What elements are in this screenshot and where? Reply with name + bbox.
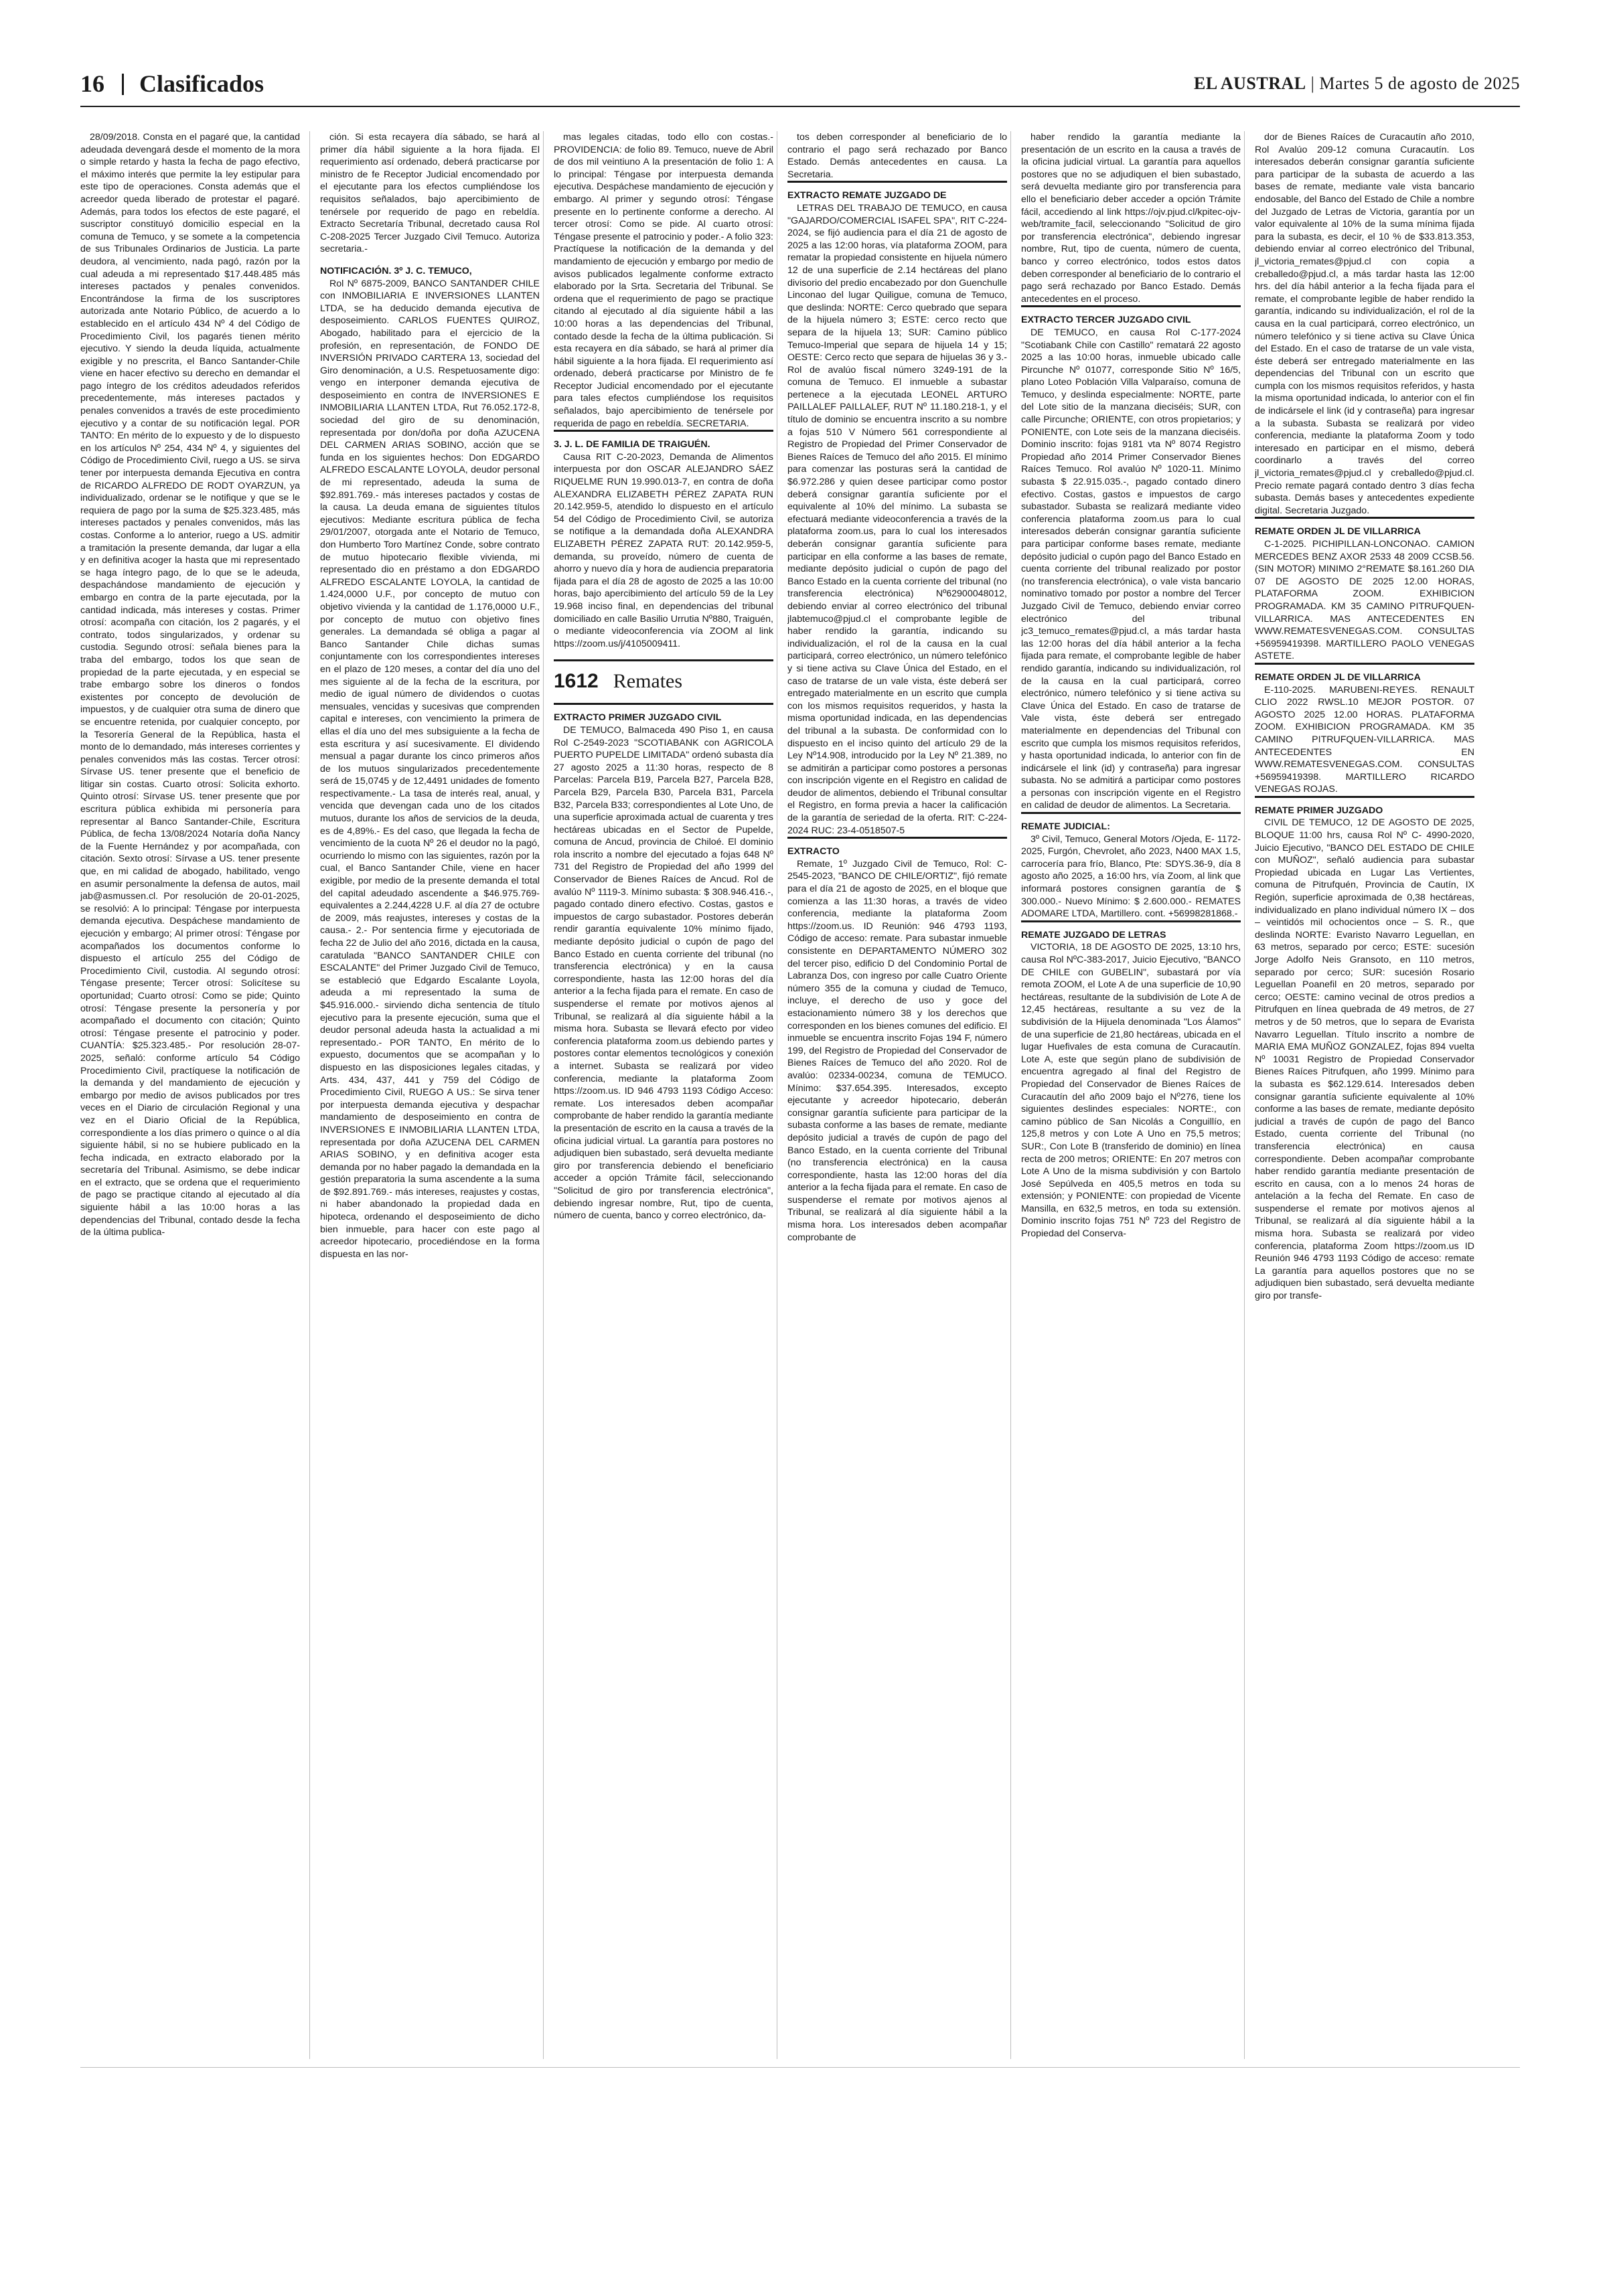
text-column [1255,131,1474,2059]
notice-heading: EXTRACTO REMATE JUZGADO DE [787,181,1007,202]
notice-heading: REMATE ORDEN JL DE VILLARRICA [1255,517,1474,538]
page-number: 16 [80,70,104,97]
notice-text: VICTORIA, 18 DE AGOSTO DE 2025, 13:10 hrs, causa Rol NºC-383-2017, Juicio Ejecutivo, "BANCO DE CHILE con GUBELIN", subastará por vía remota ZOOM, el Lote A de una superficie de 10,90 hectáreas, resultante de la subdivisión de Lote A de 12,45 hectáreas, resultante a su vez de la subdivisión de la Hijuela denominada "Los Álamos" de una superficie de 21,80 hectáreas, ubicada en el lugar Huefivales de esta comuna de Curacautín. Lote A, este que según plano de subdivisión de encuentra agregado al final del Registro de Propiedad del Conservador de Bienes Raíces de Curacautín del año 2009 bajo el Nº276, tiene los siguientes deslindes especiales: NORTE:, con camino público de San Nicolás a Conguillío, en 125,8 metros y con Lote A Uno en 75,5 metros; SUR:, Con Lote B (transferido de dominio) en línea recta de 200 metros; ORIENTE: En 207 metros con Lote A Uno de la misma subdivisión y con Bartolo José Sepúlveda en 405,5 metros en toda su extensión; y PONIENTE: con propiedad de Vicente Mansilla, en 632,5 metros, en toda su extensión. Dominio inscrito fojas 751 Nº 723 del Registro de Propiedad del Conserva- [1021,942,1241,1240]
notice-text: DE TEMUCO, Balmaceda 490 Piso 1, en causa Rol C-2549-2023 "SCOTIABANK con AGRICOLA PUERTO PUPELDE LIMITADA" ordenó subasta día 27 agosto 2025 a 11:30 horas, respecto de 8 Parcelas: Parcela B19, Parcela B27, Parcela B28, Parcela B29, Parcela B30, Parcela B31, Parcela B32, Parcela B33; correspondientes al Lote Uno, de una superficie aproximada actual de cuarenta y tres hectáreas ubicadas en el Sector de Pupelde, comuna de Ancud, provincia de Chiloé. El dominio rola inscrito a nombre del ejecutado a fojas 648 Nº 731 del Registro de Propiedad del año 1999 del Conservador de Bienes Raíces de Ancud. Rol de avalúo Nº 1119-3. Mínimo subasta: $ 308.946.416.-, pagado contado dinero efectivo. Costas, gastos e impuestos de cargo subastador. Postores deberán rendir garantía equivalente 10% mínimo fijado, mediante depósito judicial o cupón de pago del Banco Estado en cuenta corriente del tribunal (no transferencia electrónica) y en la causa correspondiente, hasta las 12:00 horas del día anterior a la fecha fijada para el remate. En caso de suspenderse el remate por motivos ajenos al Tribunal, se realizará al día siguiente hábil a la misma hora. Subasta se llevará efecto por video conferencia plataforma zoom.us debiendo partes y postores contar elementos tecnológicos y conexión a internet. Subasta se realizará por video conferencia, mediante la plataforma Zoom https://zoom.us. ID 946 4793 1193 Código Acceso: remate. Los interesados deben acompañar comprobante de haber rendido la garantía mediante la presentación de escrito en la causa a través de la oficina judicial virtual. La garantía para postores no adjudiquen bien subastado, será devuelta mediante giro por transferencia debiendo el beneficiario acceder a opción Trámite fácil, seleccionando "Solicitud de giro por transferencia electrónica", debiendo ingresar nombre, Rut, tipo de cuenta, número de cuenta, banco y correo electrónico, da- [554,724,773,1222]
notice-heading: EXTRACTO PRIMER JUZGADO CIVIL [554,703,773,724]
notice-heading: REMATE JUDICIAL: [1021,812,1241,833]
header-separator [122,74,124,95]
notice-heading: EXTRACTO [787,837,1007,858]
notice-text: Causa RIT C-20-2023, Demanda de Alimentos interpuesta por don OSCAR ALEJANDRO SÁEZ RIQUELME RUN 19.990.013-7, en contra de doña ALEXANDRA ELIZABETH PÉREZ ZAPATA RUN 20.142.959-5, atendido lo dispuesto en el artículo 54 del Código de Procedimiento Civil, se autoriza se notifique a la demandada doña ALEXANDRA ELIZABETH PÉREZ ZAPATA RUT: 20.142.959-5, demanda, su proveído, número de cuenta de ahorro y nuevo día y hora de audiencia preparatoria fijada para el día 28 de agosto de 2025 a las 10:00 horas, bajo apercibimiento del artículo 59 de la Ley 19.968 inciso final, en dependencias del tribunal domiciliado en calle Basilio Urrutia Nº880, Traiguén, o mediante videoconferencia vía ZOOM al link https://zoom.us/j/4105009411. [554,451,773,649]
newspaper-name: EL AUSTRAL [1194,74,1306,93]
notice-text: 28/09/2018. Consta en el pagaré que, la cantidad adeudada devengará desde el momento de la mora o simple retardo y hasta la fecha de pago efectivo, el máximo interés que permite la ley estipular para este tipo de operaciones. Consta además que el acreedor queda liberado de protestar el pagaré. Además, para todos los efectos de este pagaré, el suscriptor constituyó domicilio especial en la comuna de Temuco, y se somete a la competencia de sus Tribunales Ordinarios de Justicia. La parte deudora, al vencimiento, nada pagó, razón por la cual adeuda a mi representado $17.448.485 más intereses pactados y penales convenidos. Encontrándose la firma de los suscriptores autorizada ante Notario Público, de acuerdo a lo establecido en el artículo 434 Nº 4 del Código de Procedimiento Civil, los pagarés tienen mérito ejecutivo. Y siendo la deuda líquida, actualmente exigible y no prescrita, el Banco Santander-Chile viene en hacer efectivo su derecho en demandar el pago íntegro de los créditos adeudados referidos precedentemente, más intereses pactados y penales convenidos a través de este procedimiento ejecutivo y a contar de su notificación legal. POR TANTO: En mérito de lo expuesto y de lo dispuesto en los artículos Nº 254, 434 Nº 4, y siguientes del Código de Procedimiento Civil, ruego a US. se sirva tener por interpuesta demanda Ejecutiva en contra de RICARDO ALFREDO DE RODT OYARZUN, ya individualizado, ordenar se le notifique y que se le requiera de pago por la suma de $25.323.485, más intereses pactados y penales convenidos, más las costas. Conforme a lo anterior, ruego a US. admitir a tramitación la presente demanda, dar lugar a ella y en definitiva acoger la hasta que mi representado se haga íntegro pago, de lo que se le adeuda, despachándose mandamiento de ejecución y embargo en contra de la parte ejecutada, por la cantidad indicada, más intereses y costas. Primer otrosí: acompaña con citación, los 2 pagarés, y el contrato, todos singularizados, y ordenar su custodia. Segundo otrosí: señala bienes para la traba del embargo, todos los que sean de propiedad de la parte ejecutada, y en especial se trabe embargo sobre los dineros o fondos existentes por concepto de devolución de impuestos, y de cualquier otra suma de dinero que se encuentre retenida, por cualquier concepto, por la Tesorería General de la República, hasta el monto de lo demandado, más intereses corrientes y penales convenidos más las costas. Tercer otrosí: Sírvase US. tener presente que el beneficio de litigar sin costas. Cuarto otrosí: Solicita exhorto. Quinto otrosí: Sírvase US. tener presente que por escritura pública exhibida mi personería para representar al Banco Santander-Chile, Escritura Pública, de fecha 13/08/2024 Notaría doña Nancy de la Fuente Hernández y por acompañada, con citación. Sexto otrosí: Sírvase a US. tener presente que, en mi calidad de abogado, habilitado, vengo en asumir personalmente la defensa de autos, mail jab@asmussen.cl. Por resolución de 20-01-2025, se resolvió: A lo principal: Téngase por interpuesta demanda ejecutiva. Despáchese mandamiento de ejecución y embargo; Al primer otrosí: Téngase por acompañados los documentos conforme lo dispuesto el artículo 255 del Código de Procedimiento Civil, custodia. Al segundo otrosí: Téngase presente; Tercer otrosí: Solicítese su oportunidad; Cuarto otrosí: Como se pide; Quinto otrosí: Téngase presente la personería y por acompañado el documento con citación; Quinto otrosí: Téngase presente el patrocinio y poder. CUANTÍA: $25.323.485.- Por resolución 28-07-2025, señaló: conforme artículo 54 Código Procedimiento Civil, practíquese la notificación de la demanda y del mandamiento de ejecución y embargo por medio de avisos publicados por tres veces en el Diario de circulación Regional y una vez en el Diario Oficial de la República, correspondiente a los días primero o quince o al día siguiente hábil, si no se hubiere publicado en la fecha indicada, en extracto elaborado por la secretaría del Tribunal. Asimismo, se debe indicar en el extracto, que se ordena que el requerimiento de pago se practique citando al ejecutado al día siguiente hábil a las 10:00 horas a las dependencias del Tribunal, contado desde la fecha de la última publica- [80,132,300,1238]
section-title: Clasificados [139,70,264,97]
footer-rule [80,2067,1520,2068]
notice-text: DE TEMUCO, en causa Rol C-177-2024 "Scotiabank Chile con Castillo" rematará 22 agosto 2025 a las 10:00 horas, inmueble ubicado calle Pircunche Nº 01077, corresponde Sitio Nº 16/5, plano Loteo Población Villa Valparaíso, comuna de Temuco, y deslinda especialmente: NORTE, parte del Lote sitio de la manzana dieciséis; SUR, con calle Pircunche; ORIENTE, con otros propietarios; y PONIENTE, con Lote seis de la manzana dieciséis. Dominio inscrito: fojas 9181 vta Nº 8074 Registro Propiedad año 2014 Primer Conservador Bienes Raíces Temuco. Rol avalúo Nº 1020-11. Mínimo subasta $ 22.915.035.-, pagado contado dinero efectivo. Costas, gastos e impuestos de cargo subastador. Subasta se realizará mediante video conferencia plataforma zoom.us para lo cual interesados deberán consignar garantía suficiente para participar conforme bases remate, mediante depósito judicial o cupón pago del Banco Estado en cuenta corriente del tribunal realizado por postor (no transferencia electrónica), o vale vista bancario nominativo tomado por postor a nombre del Tercer Juzgado Civil de Temuco, debiendo enviar correo electrónico del tribunal jc3_temuco_remates@pjud.cl, a más tardar hasta las 12:00 horas del día hábil anterior a la fecha fijada para remate, el comprobante legible de haber rendido garantía, indicando su individualización, rol de la causa en la cual participará, correo electrónico, número telefónico y si tiene activa su Clave Única del Estado. En caso de tratarse de Vale vista, éste deberá ser entregado materialmente en dependencias del Tribunal con escrito que cumpla los mismos requisitos referidos, y hasta oportunidad indicada, lo anterior con fin de indicársele el link (id) y contraseña) para ingresar subasta. No se admitirá a participar como postores a personas con inscripción vigente en el Registro en calidad de deudor de alimentos. La Secretaria. [1021,327,1241,811]
notice-heading: EXTRACTO TERCER JUZGADO CIVIL [1021,305,1241,327]
text-column [80,131,300,2059]
notice-text: CIVIL DE TEMUCO, 12 DE AGOSTO DE 2025, BLOQUE 11:00 hrs, causa Rol Nº C- 4990-2020, Juicio Ejecutivo, "BANCO DEL ESTADO DE CHILE con MUÑOZ", señaló audiencia para subastar Propiedad ubicada en Lugar Las Vertientes, comuna de Pitrufquén, Provincia de Cautín, IX Región, superficie aproximada de 0,38 hectáreas, individualizado en plano individual número IX – dos – veintidós mil ochocientos once – S. R., que deslinda NORTE: Evaristo Navarro Leguellan, en 63 metros, separado por cerco; ESTE: sucesión Jorge Adolfo Neis Gransoto, en 110 metros, separado por cerco; SUR: sucesión Rosario Leguellan Poanefil en 20 metros, separado por cerco; OESTE: camino vecinal de otros predios a Pitrufquen en línea quebrada de 49 metros, de 27 metros y de 50 metros, que lo separa de Evarista Navarro Leguellan. Título inscrito a nombre de MARIA EMA MUÑOZ GONZALEZ, fojas 894 vuelta Nº 10031 Registro de Propiedad Conservador Bienes Raíces Pitrufquen, año 1999. Mínimo para la subasta es $62.129.614. Interesados deben consignar garantía suficiente equivalente al 10% conforme a las bases de remate, mediante depósito judicial a través de cupón de pago del Banco Estado, cuenta corriente del Tribunal (no transferencia electrónica) en causa correspondiente. Deben acompañar comprobante haber rendido garantía mediante presentación de escrito en causa, con a lo menos 24 horas de antelación a la fecha del Remate. En caso de suspenderse el remate por motivos ajenos al Tribunal, se realizará al día siguiente hábil a la misma hora. Subasta se realizará por video conferencia, plataforma Zoom https://zoom.us ID Reunión 946 4793 1193 Código de acceso: remate La garantía para aquellos postores que no se adjudiquen bien subastado, será devuelta mediante giro por transfe- [1255,817,1474,1302]
notice-text: Remate, 1º Juzgado Civil de Temuco, Rol: C-2545-2023, "BANCO DE CHILE/ORTIZ", fijó remate para el día 21 de agosto de 2025, en el bloque que comienza a las 11:30 horas, a través de video conferencia, mediante la plataforma Zoom https://zoom.us. ID Reunión: 946 4793 1193, Código de acceso: remate. Para subastar inmueble consistente en DEPARTAMENTO NÚMERO 302 del tercer piso, edificio D del Condominio Portal de Labranza Dos, con ingreso por calle Cuatro Oriente número 355 de la comuna y ciudad de Temuco, incluye, el derecho de uso y goce del estacionamiento número 38 y los derechos que corresponden en los bienes comunes del edificio. El inmueble se encuentra inscrito Fojas 194 F, número 199, del Registro de Propiedad del Conservador de Bienes Raíces de Temuco del año 2020. Rol de avalúo: 02334-00234, comuna de TEMUCO. Mínimo: $37.654.395. Interesados, excepto ejecutante y acreedor hipotecario, deberán consignar garantía suficiente para participar de la subasta conforme a las bases de remate, mediante depósito judicial a través de cupón de pago del Banco Estado, en la cuenta corriente del Tribunal (no transferencia electrónica) en la causa correspondiente, hasta las 12:00 horas del día anterior a la fecha fijada para el remate. En caso de suspenderse el remate por motivos ajenos al Tribunal, se realizará al día siguiente hábil a la misma hora. Los interesados deben acompañar comprobante de [787,858,1007,1243]
column-divider [1010,131,1011,2059]
header-rule [80,106,1520,107]
notice-heading: NOTIFICACIÓN. 3º J. C. TEMUCO, [320,265,472,276]
notice-text: E-110-2025. MARUBENI-REYES. RENAULT CLIO 2022 RWSL.10 MEJOR POSTOR. 07 AGOSTO 2025 12.00 HORAS. PLATAFORMA ZOOM. EXHIBICION PROGRAMADA. KM 35 CAMINO PITRUFQUEN-VILLARRICA. MAS ANTECEDENTES EN WWW.REMATESVENEGAS.COM. CONSULTAS +56959419398. MARTILLERO RICARDO VENEGAS ROJAS. [1255,684,1474,795]
notice-heading: REMATE JUZGADO DE LETRAS [1021,920,1241,942]
notice-text: LETRAS DEL TRABAJO DE TEMUCO, en causa "GAJARDO/COMERCIAL ISAFEL SPA", RIT C-224-2024, se fijó audiencia para el día 21 de agosto de 2025 a las 12:00 horas, vía plataforma ZOOM, para rematar la propiedad consistente en hijuela número 12 de una superficie de 2.14 hectáreas del plano divisorio del predio encabezado por don Guenchulle Linconao del lugar Quiligue, comuna de Temuco, que deslinda: NORTE: Cerco quebrado que separa de la hijuela número 3; ESTE: cerco recto que separa de la hijuela 13; SUR: Camino público Temuco-Imperial que separa de hijuela 14 y 15; OESTE: Cerco recto que separa de hijuelas 36 y 3.- Rol de avalúo fiscal número 3249-191 de la comuna de Temuco. El inmueble a subastar pertenece a la ejecutada LEONEL ARTURO PAILLALEF PAILLALEF, RUT Nº 11.180.218-1, y el título de dominio se encuentra inscrito a su nombre a fojas 510 V Número 561 correspondiente al Registro de Propiedad del Primer Conservador de Bienes Raíces de Temuco del año 2015. El mínimo para comenzar las posturas será la cantidad de $6.972.286 y quien desee participar como postor deberá consignar garantía suficiente por el equivalente al 10% del mínimo. La subasta se efectuará mediante videoconferencia a través de la plataforma zoom.us, para lo cual los interesados deberán consignar garantía suficiente para participar en ella conforme a las bases de remate, mediante depósito judicial o cupón de pago del Banco Estado en la cuenta corriente del tribunal (no transferencia electrónica) Nº62900048012, debiendo enviar al correo electrónico del tribunal jlabtemuco@pjud.cl el comprobante legible de haber rendido la garantía, indicando su individualización, el rol de la causa en la cual participará, correo electrónico, un número telefónico y si tiene activa su Clave Única del Estado, en el caso de tratarse de un vale vista, éste deberá ser entregado materialmente en un escrito que cumpla con los mismos requisitos requeridos, y hasta la misma oportunidad indicada, en las dependencias del tribunal a la subasta. De conformidad con lo dispuesto en el inciso quinto del artículo 29 de la Ley Nº14.908, introducido por la Ley Nº 21.389, no se admitirán a participar como postores a personas con inscripción vigente en el Registro en calidad de deudor de alimentos, debiendo el Tribunal consultar el Registro, en forma previa a hacer la calificación de la garantía de seriedad de la oferta. RIT: C-224-2024 RUC: 23-4-0518507-5 [787,202,1007,836]
spacer [320,256,540,265]
notice-text: Rol Nº 6875-2009, BANCO SANTANDER CHILE con INMOBILIARIA E INVERSIONES LLANTEN LTDA, se ha deducido demanda ejecutiva de desposeimiento. CARLOS FUENTES QUIROZ, Abogado, habilitado para el ejercicio de la profesión, en representación, de FONDO DE INVERSIÓN PRIVADO CARTERA 13, sociedad del Giro denominación, a U.S. Respetuosamente digo: vengo en interponer demanda ejecutiva de desposeimiento en contra de INVERSIONES E INMOBILIARIA LLANTEN LTDA, Rut 76.052.172-8, sociedad del giro de su denominación, representada por don/doña por doña AZUCENA DEL CARMEN ARIAS SOBINO, acción que se funda en los siguientes hechos: Don EDGARDO ALFREDO ESCALANTE LOYOLA, deudor personal de mi representado, adeuda la suma de $92.891.769.- más intereses pactados y costas de la causa. La deuda emana de siguientes títulos ejecutivos: Mediante escritura pública de fecha 29/01/2007, otorgada ante el Notario de Temuco, don Humberto Toro Martínez Conde, sobre contrato de mutuo hipotecario flexible vivienda, mi representado dio en préstamo a don EDGARDO ALFREDO ESCALANTE LOYOLA, la cantidad de 1.424,0000 U.F., por concepto de mutuo con objetivo vivienda y la cantidad de 1.176,0000 U.F., por concepto de mutuo con objetivo fines generales. La demandada sé obliga a pagar al Banco Santander Chile dichas sumas conjuntamente con los correspondientes intereses en el plazo de 120 meses, a contar del día uno del mes siguiente al de la fecha de la escritura, por medio de igual número de dividendos o cuotas mensuales, vencidas y sucesivas que comprenden capital e intereses, con vencimiento la primera de ellas el día uno del mes subsiguiente a la fecha de esta escritura y así sucesivamente. El dividendo mensual a pagar durante los cinco primeros años de los mutuos singularizados precedentemente será de 15,0745 y de 12,4491 unidades de fomento respectivamente.- La tasa de interés real, anual, y vencida que devengan cada uno de los citados mutuos, durante los años de servicios de la deuda, es de 4,89%.- Es del caso, que llegada la fecha de vencimiento de la cuota Nº 26 el deudor no la pagó, ocurriendo lo mismo con las siguientes, razón por la cual, el Banco Santander Chile, viene en hacer exigible, por medio de la presente demanda el total del capital adeudado ascendente a $46.975.769- equivalentes a 2.244,4228 U.F. al día 27 de octubre de 2009, más reajustes, intereses y costas de la causa.- 2.- Por sentencia firme y ejecutoriada de fecha 22 de Julio del año 2016, dictada en la causa, caratulada "BANCO SANTANDER CHILE con ESCALANTE" del Primer Juzgado Civil de Temuco, se estableció que Edgardo Escalante Loyola, adeuda a mi representado la suma de $45.916.000.- sirviendo dicha sentencia de título ejecutivo para la presente ejecución, suma que el deudor personal adeuda hasta la actualidad a mi representado.- POR TANTO, En mérito de lo expuesto, documentos que se acompañan y lo dispuesto en las disposiciones legales citadas, y Arts. 434, 437, 441 y 759 del Código de Procedimiento Civil, RUEGO A US.: Se sirva tener por interpuesta demanda ejecutiva y despachar mandamiento de desposeimiento en contra de INVERSIONES E INMOBILIARIA LLANTEN LTDA, representada por doña AZUCENA DEL CARMEN ARIAS SOBINO, y en definitiva acoger esta demanda por no haber pagado la demandada en la gestión preparatoria la suma ascendente a la suma de $92.891.769.- más intereses, reajustes y costas, ni haber abandonado la propiedad dada en hipoteca, ordenando el desposeimiento de dicho bien inmueble, para hacer con este pago al acreedor hipotecario, procediéndose en la forma dispuesta en las nor- [320,278,540,1260]
section-heading-remates [554,659,773,695]
notice-text: haber rendido la garantía mediante la presentación de un escrito en la causa a través de la oficina judicial virtual. La garantía para aquellos postores que no se adjudiquen el bien subastado, será devuelta mediante giro por transferencia para ello el beneficiario deber acceder a opción Trámite fácil, accediendo al link https://ojv.pjud.cl/kpitec-ojv-web/tramite_facil, seleccionando "Solicitud de giro por transferencia electrónica", debiendo ingresar nombre, Rut, tipo de cuenta, número de cuenta, banco y correo electrónico, todos estos datos deben corresponder al beneficiario de lo contrario el pago será rechazado por Banco Estado. Demás antecedentes en el proceso. [1021,132,1241,305]
masthead-info: EL AUSTRAL | Martes 5 de agosto de 2025 [1194,74,1520,93]
notice-text: ción. Si esta recayera día sábado, se hará al primer día hábil siguiente a la hora fijada. El requerimiento así ordenado, deberá practicarse por ministro de fe Receptor Judicial encomendado por el ejecutante para los efectos cumpliéndose los requisitos señalados, bajo apercibimiento de tenérsele por requerido de pago en rebeldía. Extracto Secretaría Tribunal, decretado causa Rol C-208-2025 Tercer Juzgado Civil Temuco. Autoriza secretaria.- [320,132,540,255]
notice-heading: REMATE PRIMER JUZGADO [1255,796,1474,817]
page-header [80,64,1520,103]
text-column [1021,131,1241,2059]
issue-date: Martes 5 de agosto de 2025 [1319,74,1520,93]
text-column [787,131,1007,2059]
column-divider [309,131,310,2059]
column-divider [543,131,544,2059]
notice-heading: 3. J. L. DE FAMILIA DE TRAIGUÉN. [554,430,773,451]
text-column [554,131,773,2059]
section-code: 1612 [554,670,599,693]
notice-text: tos deben corresponder al beneficiario de lo contrario el pago será rechazado por Banco Estado. Demás antecedentes en causa. La Secretaria. [787,132,1007,180]
notice-text: dor de Bienes Raíces de Curacautín año 2010, Rol Avalúo 209-12 comuna Curacautín. Los interesados deberán consignar garantía suficiente para participar de la subasta de acuerdo a las bases de remate, mediante vale vista bancario endosable, del Banco del Estado de Chile a nombre del Juzgado de Letras de Victoria, garantía por un valor equivalente al 10% de la suma mínima fijada para la subasta, es decir, el 10 % de $33.813.353, debiendo enviar al correo electrónico del Tribunal, jl_victoria_remates@pjud.cl con copia a creballedo@pjud.cl, a más tardar hasta las 12:00 hrs. del día hábil anterior a la fecha fijada para el remate, el comprobante legible de haber rendido la garantía, indicando su individualización, el rol de la causa en la cual participará, correo electrónico, un número telefónico y si tiene activa su Clave Única del Estado. En el caso de tratarse de un vale vista, éste deberá ser entregado materialmente en las dependencias del Tribunal con un escrito que cumpla con los mismos requisitos referidos, y hasta la misma oportunidad indicada, lo anterior con el fin de indicársele el link (id y contraseña) para ingresar a la subasta. Subasta se realizará por video conferencia, mediante la plataforma Zoom y todo interesado en participar en el mismo, deberá coordinarlo a través del correo jl_victoria_remates@pjud.cl y creballedo@pjud.cl. Precio remate pagará contado dentro 3 días fecha subasta. Demás bases y antecedentes expediente digital. Secretaria Juzgado. [1255,132,1474,516]
notice-text: mas legales citadas, todo ello con costas.- PROVIDENCIA: de folio 89. Temuco, nueve de Abril de dos mil veintiuno A la presentación de folio 1: A lo principal: Téngase por interpuesta demanda ejecutiva. Despáchese mandamiento de ejecución y embargo. Al primer y segundo otrosí: Téngase presente en lo pertinente conforme a derecho. Al tercer otrosí: Como se pide. Al cuarto otrosí: Téngase presente el patrocinio y poder.- A folio 323: Practíquese la notificación de la demanda y del mandamiento de ejecución y embargo por medio de avisos publicados legalmente conforme extracto elaborado por la Srta. Secretaria del Tribunal. Se ordena que el requerimiento de pago se practique citando al ejecutado al día siguiente hábil a las 10:00 horas a las dependencias del Tribunal, contado desde la fecha de la última publicación. Si esta recayera en día sábado, se hará al primer día hábil siguiente a la hora fijada. El requerimiento así ordenado, deberá practicarse por Ministro de fe Receptor Judicial encomendado por el ejecutante para tales efectos cumpliéndose los requisitos señalados, bajo apercibimiento de tenérsele por requerida de pago en rebeldía. SECRETARIA. [554,132,773,429]
notice-heading: REMATE ORDEN JL DE VILLARRICA [1255,663,1474,684]
column-divider [1244,131,1245,2059]
text-column [320,131,540,2059]
section-label: Remates [613,670,683,693]
notice-text: 3º Civil, Temuco, General Motors /Ojeda, E- 1172-2025, Furgón, Chevrolet, año 2023, N400 MAX 1.5, carrocería para frío, Blanco, Pte: SDYS.36-9, día 8 agosto año 2025, a 16:00 hrs, vía Zoom, al link que informará postores consignen garantía de $ 300.000.- Nuevo Mínimo: $ 2.600.000.- REMATES ADOMARE LTDA, Martillero. cont. +56998281868.- [1021,833,1241,920]
notice-text: C-1-2025. PICHIPILLAN-LONCONAO. CAMION MERCEDES BENZ AXOR 2533 48 2009 CCSB.56. (SIN MOTOR) MINIMO 2°REMATE $8.161.260 DIA 07 DE AGOSTO DE 2025 12.00 HORAS, PLATAFORMA ZOOM. EXHIBICION PROGRAMADA. KM 35 CAMINO PITRUFQUEN-VILLARRICA. MAS ANTECEDENTES EN WWW.REMATESVENEGAS.COM. CONSULTAS +56959419398. MARTILLERO PAOLO VENEGAS ASTETE. [1255,539,1474,662]
